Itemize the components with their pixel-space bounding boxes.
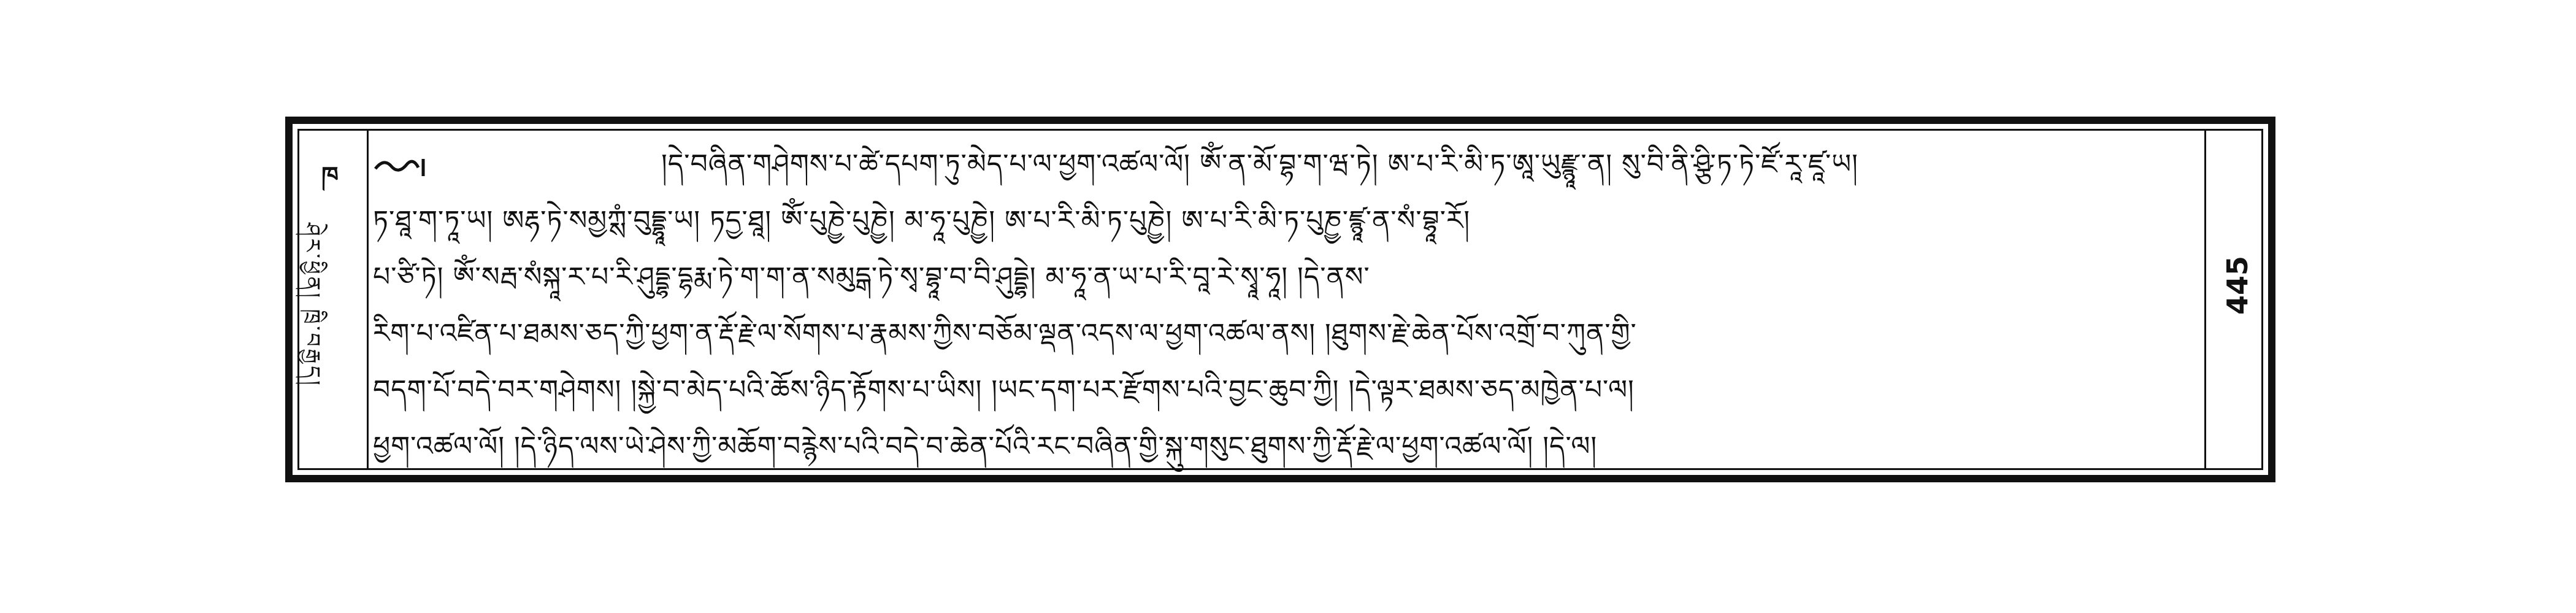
text-line-5: བདག་པོ་བདེ་བར་གཤེགས། །སྐྱེ་བ་མེད་པའི་ཆོས་ཉིད་རྟོགས་པ་ཡིས། །ཡང་དག་པར་རྫོགས་པའི་བྱང་ཆུབ་ཀྱི། །དེ་ལྟར་ཐམས་ཅད་མཁྱེན་པ་ལ། [373,374,1635,406]
yig-mgo-ornament-icon [373,154,428,179]
text-line-1 [373,139,2200,190]
folio-inner-frame [297,129,2263,470]
volume-letter: ཁ [321,162,339,190]
text-line-4: རིག་པ་འཛིན་པ་ཐམས་ཅད་ཀྱི་ཕྱག་ན་རྡོ་རྗེ་ལ་སོགས་པ་རྣམས་ཀྱིས་བཅོམ་ལྡན་འདས་ལ་ཕྱག་འཚལ་ནས། །ཐུགས་རྗེ་ཆེན་པོས་འགྲོ་བ་ཀུན་གྱི་ [373,318,1637,349]
scripture-folio [285,117,2275,482]
text-line-1-content: །དེ་བཞིན་གཤེགས་པ་ཚེ་དཔག་ཏུ་མེད་པ་ལ་ཕྱག་འཚལ་ལོ། ཨོཾ་ན་མོ་བྷ་ག་ཝ་ཏེ། ཨ་པ་རི་མི་ཏ་ཨཱ་ཡུརྫྙཱ་ན། སུ་བི་ནི་ཤྩི་ཏ་ཏེ་ཛོ་རཱ་ཛཱ་ཡ། [661,148,1858,180]
left-margin-column [299,131,369,468]
margin-title: ཤེར་ཕྱིན། ཁྲི་བརྒྱད། [300,223,324,388]
page-number: 445 [2221,255,2254,315]
text-line-2: ཏ་ཐཱ་ག་ཏཱ་ཡ། ཨརྷ་ཏེ་སམྱཀྶཾ་བུདྡྷཱ་ཡ། ཏདྱ་ཐཱ། ཨོཾ་པུཎྱེ་པུཎྱེ། མ་ཧཱ་པུཎྱེ། ཨ་པ་རི་མི་ཏ་པུཎྱེ། ཨ་པ་རི་མི་ཏ་པུཎྱ་ཛྙཱ་ན་སཾ་བྷཱ་རོ། [373,205,1471,236]
right-margin-column [2204,131,2261,468]
text-line-6: ཕྱག་འཚལ་ལོ། །དེ་ཉིད་ལས་ཡེ་ཤེས་ཀྱི་མཆོག་བརྙེས་པའི་བདེ་བ་ཆེན་པོའི་རང་བཞིན་གྱི་སྐུ་གསུང་ཐུགས་ཀྱི་རྡོ་རྗེ་ལ་ཕྱག་འཚལ་ལོ། །དེ་ལ། [373,431,1598,462]
text-line-3: པ་ཙི་ཏེ། ཨོཾ་སརྦ་སཾསྐཱ་ར་པ་རི་ཤུདྡྷ་དྷརྨ་ཏེ་ག་ག་ན་སམུདྒ་ཏེ་སྭ་བྷཱ་བ་བི་ཤུདྡྷེ། མ་ཧཱ་ན་ཡ་པ་རི་བཱ་རེ་སྭཱ་ཧཱ། །དེ་ནས་ [373,261,1370,293]
main-text-block [373,139,2200,462]
